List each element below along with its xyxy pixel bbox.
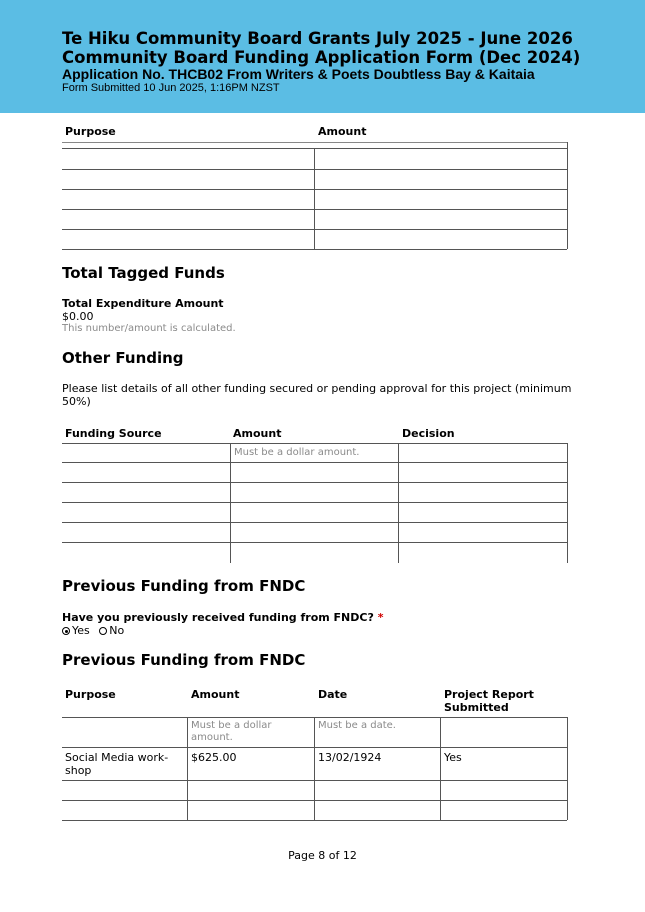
radio-no[interactable] <box>99 624 124 637</box>
form-title: Te Hiku Community Board Grants July 2025 - June 2026 <box>62 29 573 48</box>
previous-funding-heading: Previous Funding from FNDC <box>62 577 306 595</box>
radio-yes-label: Yes <box>72 624 90 637</box>
prev-amount-hint: Must be a dollar amount. <box>191 720 272 743</box>
application-number: Application No. THCB02 From Writers & Poets Doubtless Bay & Kaitaia <box>62 66 535 82</box>
radio-no-label: No <box>109 624 125 637</box>
other-funding-heading: Other Funding <box>62 349 184 367</box>
required-mark: * <box>377 611 384 624</box>
expense-col-amount: Amount <box>318 125 367 138</box>
other-col-decision: Decision <box>402 427 455 440</box>
prev-col-date: Date <box>318 688 348 701</box>
expense-col-purpose: Purpose <box>65 125 116 138</box>
submitted-timestamp: Form Submitted 10 Jun 2025, 1:16PM NZST <box>62 82 280 94</box>
form-header <box>0 0 645 113</box>
other-funding-description: Please list details of all other funding secured or pending approval for this project (minimum 50%) <box>62 382 572 408</box>
other-amount-hint: Must be a dollar amount. <box>234 447 360 458</box>
total-expenditure-value: $0.00 <box>62 310 94 323</box>
prev-col-purpose: Purpose <box>65 688 116 701</box>
radio-yes[interactable] <box>62 624 90 637</box>
total-expenditure-hint: This number/amount is calculated. <box>62 323 236 334</box>
previous-funding-question <box>62 611 383 624</box>
prev-col-amount: Amount <box>191 688 240 701</box>
previous-funding-options <box>62 624 124 637</box>
page-number: Page 8 of 12 <box>288 849 357 862</box>
previous-funding-table-heading: Previous Funding from FNDC <box>62 651 306 669</box>
total-tagged-heading: Total Tagged Funds <box>62 264 225 282</box>
prev-row-date: 13/02/1924 <box>318 751 382 764</box>
prev-col-report: Project Report Submitted <box>444 688 534 714</box>
prev-row-report: Yes <box>444 751 462 764</box>
other-col-amount: Amount <box>233 427 282 440</box>
total-expenditure-label: Total Expenditure Amount <box>62 297 224 310</box>
prev-row-amount: $625.00 <box>191 751 237 764</box>
other-col-source: Funding Source <box>65 427 162 440</box>
form-subtitle: Community Board Funding Application Form (Dec 2024) <box>62 48 581 67</box>
radio-unselected-icon <box>99 627 107 635</box>
prev-row-purpose: Social Media work-shop <box>65 751 169 777</box>
prev-date-hint: Must be a date. <box>318 720 396 731</box>
previous-funding-question-text: Have you previously received funding from FNDC? <box>62 611 374 624</box>
radio-selected-icon <box>62 627 70 635</box>
